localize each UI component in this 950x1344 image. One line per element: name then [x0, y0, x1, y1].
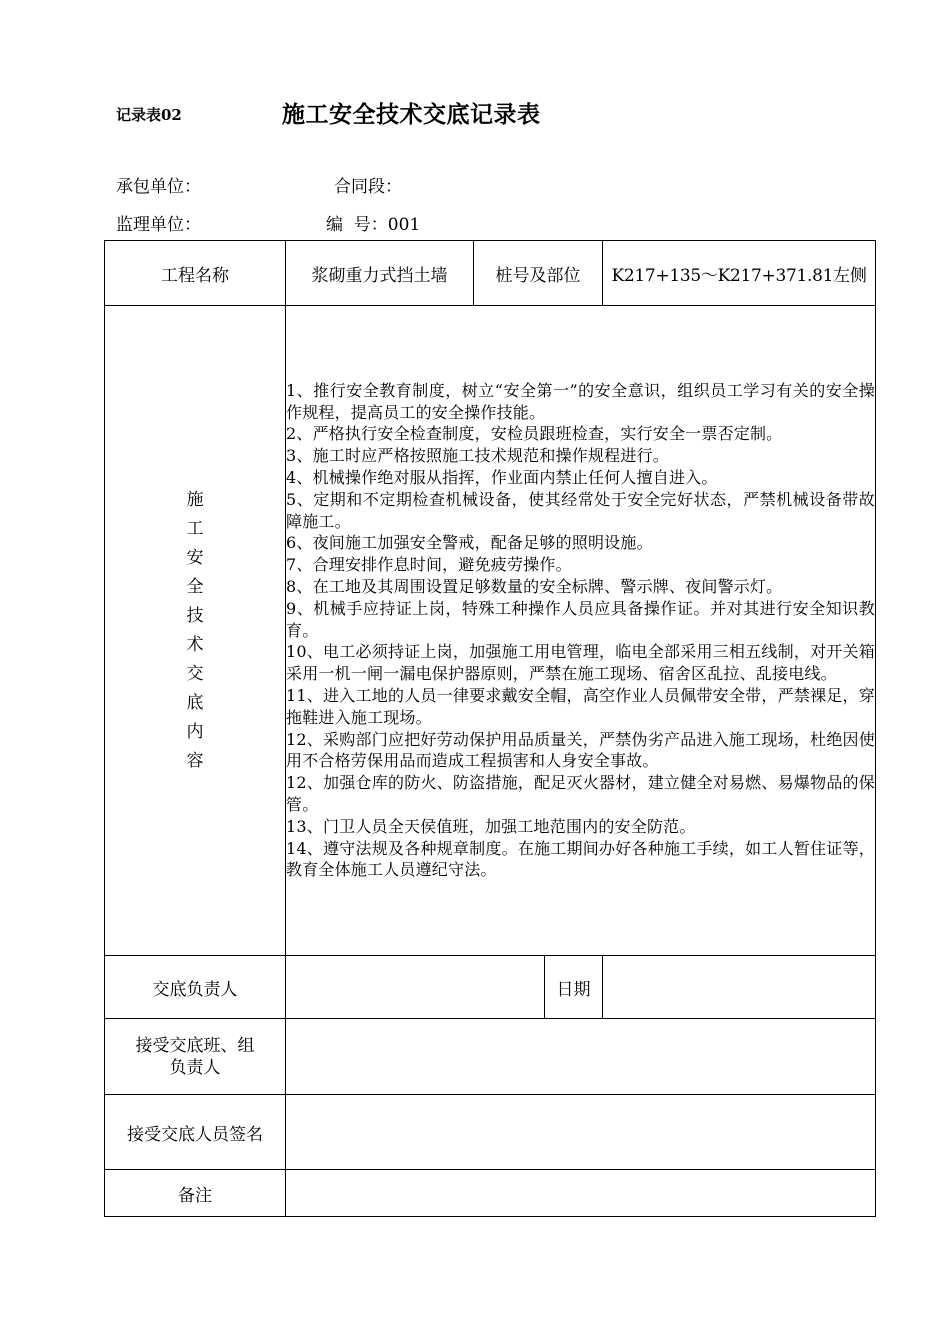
- serial-number-label: 编 号：001: [326, 215, 421, 235]
- signature-row: [105, 1095, 876, 1170]
- remarks-value[interactable]: [286, 1170, 876, 1217]
- remarks-row: [105, 1170, 876, 1217]
- team-leader-row: [105, 1019, 876, 1095]
- content-item: 2、严格执行安全检查制度，安检员跟班检查，实行安全一票否定制。: [286, 424, 783, 444]
- station-label: 桩号及部位: [474, 241, 603, 306]
- content-item: 11、进入工地的人员一律要求戴安全帽，高空作业人员佩带安全带，严禁裸足，穿拖鞋进入施工现场。: [286, 685, 875, 727]
- station-value: K217+135～K217+371.81左侧: [603, 241, 876, 306]
- page-title: 施工安全技术交底记录表: [282, 101, 541, 128]
- content-label-char: 容: [186, 750, 204, 771]
- responsible-value[interactable]: [286, 956, 545, 1019]
- content-label-char: 交: [186, 663, 204, 684]
- content-label-char: 底: [186, 692, 204, 713]
- team-leader-label-line2: 负责人: [169, 1057, 221, 1078]
- record-table: [104, 240, 876, 1217]
- content-item: 8、在工地及其周围设置足够数量的安全标牌、警示牌、夜间警示灯。: [286, 577, 783, 596]
- content-item: 10、电工必须持证上岗，加强施工用电管理，临电全部采用三相五线制，对开关箱采用一机一闸一漏电保护器原则，严禁在施工现场、宿舍区乱拉、乱接电线。: [286, 642, 875, 684]
- supervisor-label: 监理单位：: [116, 215, 201, 235]
- responsible-row: [105, 956, 876, 1019]
- form-number: 记录表02: [116, 106, 182, 124]
- project-row: [105, 241, 876, 306]
- signature-label: 接受交底人员签名: [105, 1095, 286, 1170]
- team-leader-label: [105, 1019, 286, 1095]
- content-item: 12、采购部门应把好劳动保护用品质量关，严禁伪劣产品进入施工现场，杜绝因使用不合格劳保用品而造成工程损害和人身安全事故。: [286, 729, 875, 771]
- content-item: 13、门卫人员全天侯值班，加强工地范围内的安全防范。: [286, 816, 696, 836]
- content-item: 7、合理安排作息时间，避免疲劳操作。: [286, 555, 572, 575]
- content-label: [105, 306, 286, 956]
- responsible-label: 交底负责人: [105, 956, 286, 1019]
- contract-section-label: 合同段：: [334, 177, 402, 197]
- team-leader-label-line1: 接受交底班、组: [135, 1035, 255, 1056]
- date-value[interactable]: [603, 956, 876, 1019]
- content-item: 9、机械手应持证上岗，特殊工种操作人员应具备操作证。并对其进行安全知识教育。: [286, 598, 875, 640]
- content-label-char: 术: [186, 634, 204, 655]
- content-body: [286, 306, 876, 956]
- remarks-label: 备注: [105, 1170, 286, 1217]
- content-label-char: 工: [186, 518, 204, 539]
- content-item: 14、遵守法规及各种规章制度。在施工期间办好各种施工手续，如工人暂住证等，教育全体施工人员遵纪守法。: [286, 838, 875, 880]
- content-label-char: 施: [186, 489, 204, 510]
- date-label: 日期: [545, 956, 603, 1019]
- content-row: [105, 306, 876, 956]
- signature-value[interactable]: [286, 1095, 876, 1170]
- content-item: 1、推行安全教育制度，树立“安全第一”的安全意识，组织员工学习有关的安全操作规程，提高员工的安全操作技能。: [286, 380, 875, 422]
- contractor-label: 承包单位：: [116, 177, 201, 197]
- content-label-vertical: [105, 486, 285, 776]
- content-label-char: 技: [186, 605, 204, 626]
- content-label-char: 安: [186, 547, 204, 568]
- team-leader-value[interactable]: [286, 1019, 876, 1095]
- content-item: 3、施工时应严格按照施工技术规范和操作规程进行。: [286, 446, 669, 466]
- project-name-value: 浆砌重力式挡土墙: [286, 241, 474, 306]
- content-item: 4、机械操作绝对服从指挥，作业面内禁止任何人擅自进入。: [286, 468, 718, 488]
- content-label-char: 内: [186, 721, 204, 742]
- content-item: 6、夜间施工加强安全警戒，配备足够的照明设施。: [286, 533, 653, 553]
- content-label-char: 全: [186, 576, 204, 597]
- content-item: 12、加强仓库的防火、防盗措施，配足灭火器材，建立健全对易燃、易爆物品的保管。: [286, 773, 875, 814]
- project-name-label: 工程名称: [105, 241, 286, 306]
- content-item: 5、定期和不定期检查机械设备，使其经常处于安全完好状态，严禁机械设备带故障施工。: [286, 489, 875, 531]
